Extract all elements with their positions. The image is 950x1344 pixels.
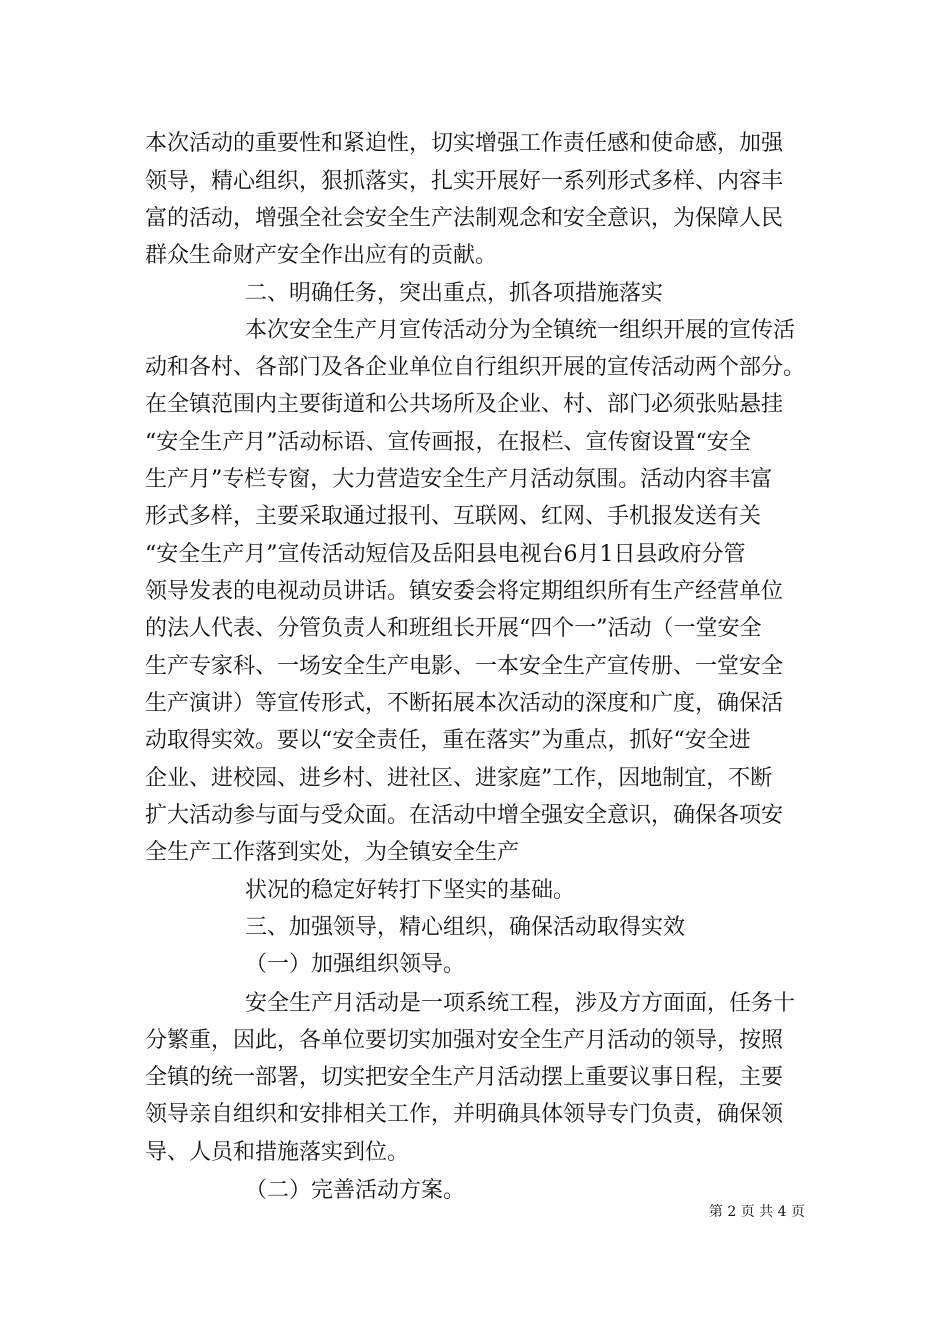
body-line: 领导，精心组织，狠抓落实，扎实开展好一系列形式多样、内容丰 bbox=[145, 169, 784, 194]
body-line: 导、人员和措施落实到位。 bbox=[145, 1140, 410, 1165]
body-line: 生产月”专栏专窗，大力营造安全生产月活动氛围。活动内容丰富 bbox=[145, 467, 773, 492]
body-line: 富的活动，增强全社会安全生产法制观念和安全意识，为保障人民 bbox=[145, 206, 784, 231]
body-line: 群众生命财产安全作出应有的贡献。 bbox=[145, 243, 498, 268]
body-line: 安全生产月活动是一项系统工程，涉及方方面面，任务十 bbox=[245, 991, 796, 1016]
body-line: 形式多样，主要采取通过报刊、互联网、红网、手机报发送有关 bbox=[145, 504, 762, 529]
subsection-heading: （二）完善活动方案。 bbox=[245, 1178, 466, 1203]
body-line: “安全生产月”活动标语、宣传画报，在报栏、宣传窗设置“安全 bbox=[145, 430, 751, 455]
body-line: “安全生产月”宣传活动短信及岳阳县电视台6月1日县政府分管 bbox=[145, 542, 746, 567]
body-line: 领导发表的电视动员讲话。镇安委会将定期组织所有生产经营单位 bbox=[145, 579, 784, 604]
subsection-heading: （一）加强组织领导。 bbox=[245, 952, 466, 977]
body-line: 分繁重，因此，各单位要切实加强对安全生产月活动的领导，按照 bbox=[145, 1028, 784, 1053]
section-heading: 二、明确任务，突出重点，抓各项措施落实 bbox=[245, 281, 664, 306]
body-line: 企业、进校园、进乡村、进社区、进家庭”工作，因地制宜，不断 bbox=[145, 766, 773, 791]
body-line: 生产演讲）等宣传形式，不断拓展本次活动的深度和广度，确保活 bbox=[145, 691, 784, 716]
body-line: 全镇的统一部署，切实把安全生产月活动摆上重要议事日程，主要 bbox=[145, 1065, 784, 1090]
body-line: 生产专家科、一场安全生产电影、一本安全生产宣传册、一堂安全 bbox=[145, 654, 784, 679]
section-heading: 三、加强领导，精心组织，确保活动取得实效 bbox=[245, 915, 686, 940]
body-line: 本次安全生产月宣传活动分为全镇统一组织开展的宣传活 bbox=[245, 318, 796, 343]
page-number: 第 2 页 共 4 页 bbox=[708, 1204, 805, 1220]
body-line: 动和各村、各部门及各企业单位自行组织开展的宣传活动两个部分。 bbox=[145, 355, 806, 380]
body-line: 在全镇范围内主要街道和公共场所及企业、村、部门必须张贴悬挂 bbox=[145, 392, 784, 417]
body-line: 扩大活动参与面与受众面。在活动中增全强安全意识，确保各项安 bbox=[145, 803, 784, 828]
body-line: 领导亲自组织和安排相关工作，并明确具体领导专门负责，确保领 bbox=[145, 1102, 784, 1127]
body-line: 动取得实效。要以“安全责任，重在落实”为重点，抓好“安全进 bbox=[145, 728, 751, 753]
body-line: 状况的稳定好转打下坚实的基础。 bbox=[245, 878, 576, 903]
body-line: 的法人代表、分管负责人和班组长开展“四个一”活动（一堂安全 bbox=[145, 616, 762, 641]
body-line: 本次活动的重要性和紧迫性，切实增强工作责任感和使命感，加强 bbox=[145, 131, 784, 156]
body-line: 全生产工作落到实处，为全镇安全生产 bbox=[145, 840, 520, 865]
